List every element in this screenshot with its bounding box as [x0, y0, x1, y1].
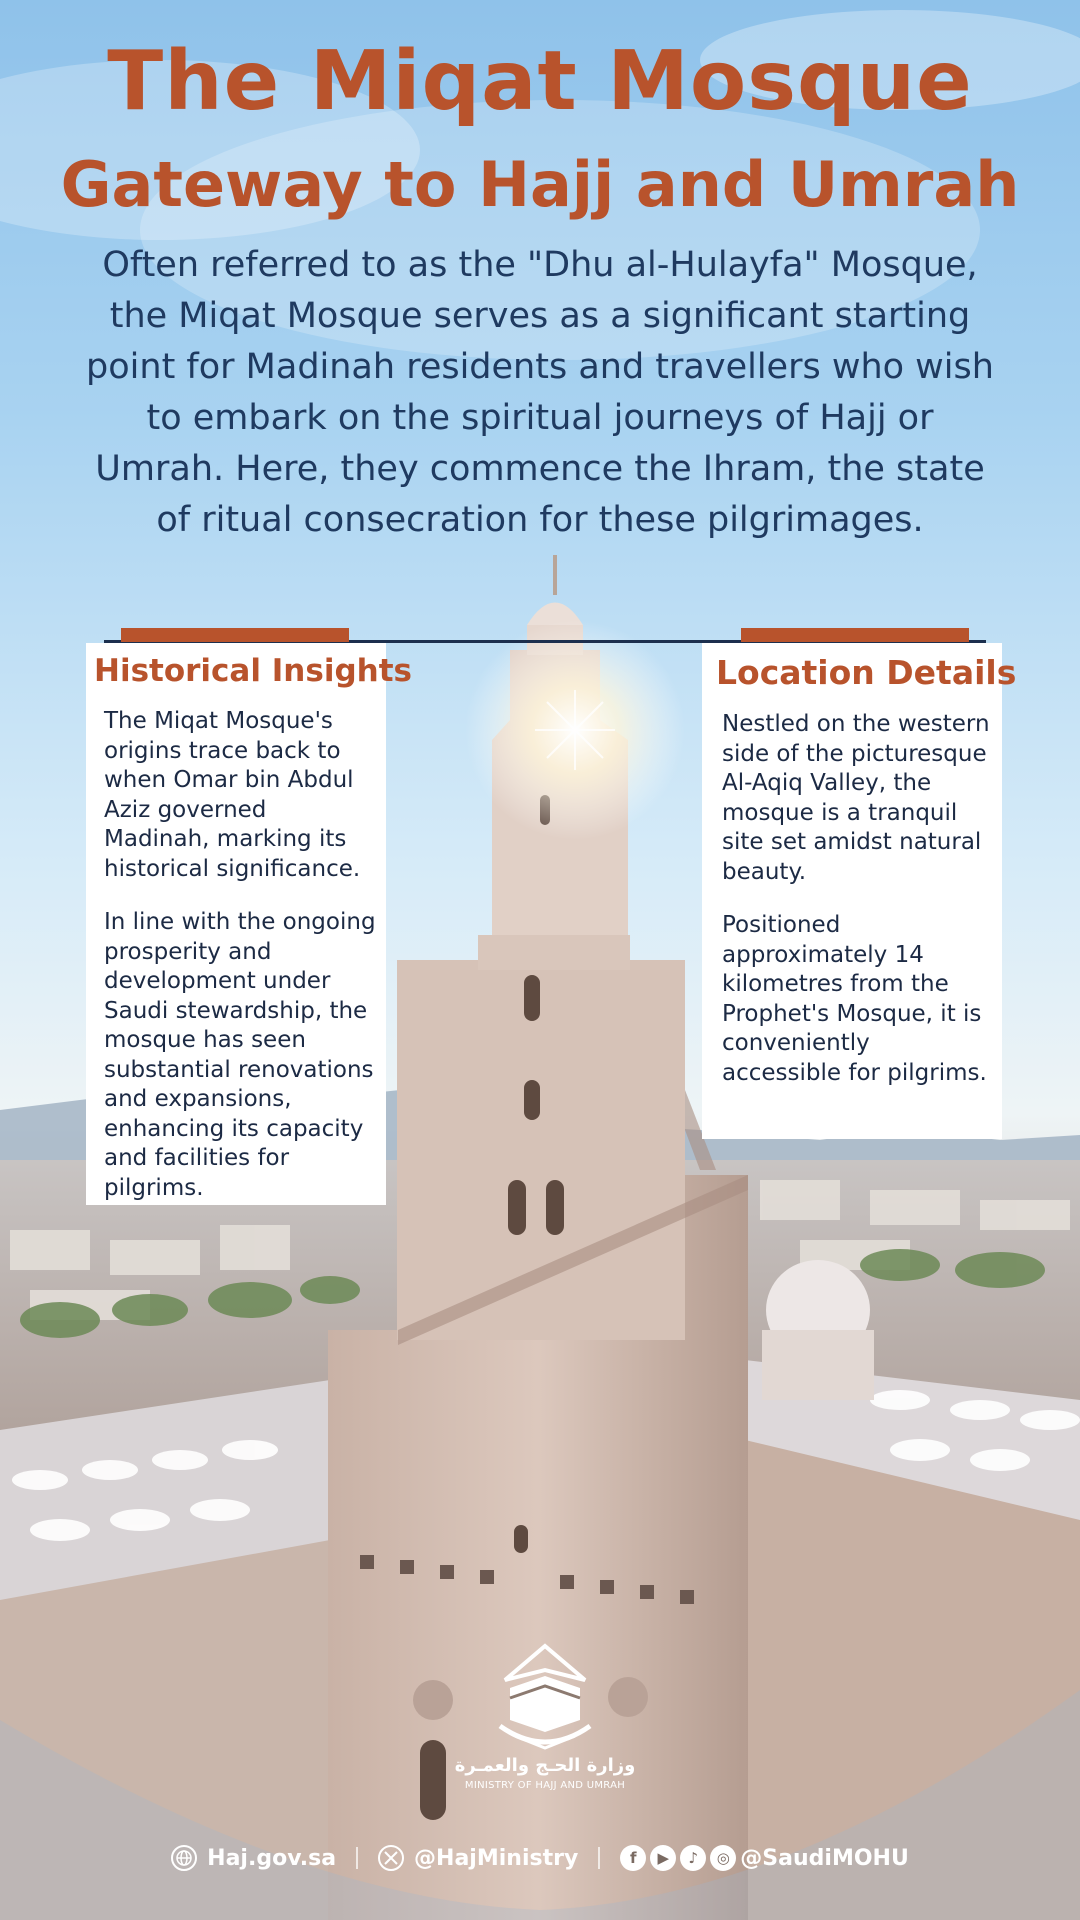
youtube-icon: ▶: [650, 1845, 676, 1871]
social-handle-text: @SaudiMOHU: [740, 1845, 909, 1871]
historical-tab-accent: [121, 628, 349, 642]
page-title: The Miqat Mosque: [107, 34, 973, 129]
footer-separator: [356, 1847, 358, 1869]
page-subtitle: Gateway to Hajj and Umrah: [60, 148, 1020, 221]
facebook-icon: f: [620, 1845, 646, 1871]
location-paragraph-1: Nestled on the western side of the picturesque Al-Aqiq Valley, the mosque is a tranquil site set amidst natural beauty.: [722, 711, 990, 885]
kaaba-emblem-icon: [470, 1640, 620, 1750]
historical-heading: Historical Insights: [94, 653, 412, 689]
website-text: Haj.gov.sa: [207, 1845, 337, 1871]
historical-paragraph-2: In line with the ongoing prosperity and development under Saudi stewardship, the mosque has seen substantial renovations and expansions, enhancing its capacity and facilities for pilgrims.: [104, 909, 376, 1201]
x-logo-icon: [378, 1845, 404, 1871]
footer-separator: [598, 1847, 600, 1869]
sun-rays: [535, 690, 615, 770]
social-profiles-link[interactable]: [620, 1845, 909, 1871]
location-heading: Location Details: [716, 653, 1017, 692]
intro-paragraph: Often referred to as the "Dhu al-Hulayfa" Mosque, the Miqat Mosque serves as a significant starting point for Madinah residents and travellers who wish to embark on the spiritual journeys of Hajj or Umrah. Here, they commence the Ihram, the state of ritual consecration for these pilgrimages.: [86, 245, 994, 540]
historical-insights-panel: [86, 643, 412, 1205]
location-details-panel: [702, 643, 1017, 1139]
location-tab-accent: [741, 628, 969, 642]
footer-bar: [0, 1836, 1080, 1880]
logo-arabic-text: وزارة الحـج والعمـرة: [454, 1755, 636, 1776]
tiktok-icon: ♪: [680, 1845, 706, 1871]
globe-icon: [171, 1845, 197, 1871]
instagram-icon: ◎: [710, 1845, 736, 1871]
logo-english-text: MINISTRY OF HAJJ AND UMRAH: [464, 1780, 626, 1791]
historical-paragraph-1: The Miqat Mosque's origins trace back to when Omar bin Abdul Aziz governed Madinah, marking its historical significance.: [104, 708, 361, 882]
location-paragraph-2: Positioned approximately 14 kilometres from the Prophet's Mosque, it is conveniently accessible for pilgrims.: [722, 912, 987, 1086]
website-link[interactable]: [171, 1845, 336, 1871]
dome-base: [762, 1330, 874, 1400]
x-profile-link[interactable]: [378, 1845, 578, 1871]
x-handle-text: @HajMinistry: [414, 1845, 579, 1871]
